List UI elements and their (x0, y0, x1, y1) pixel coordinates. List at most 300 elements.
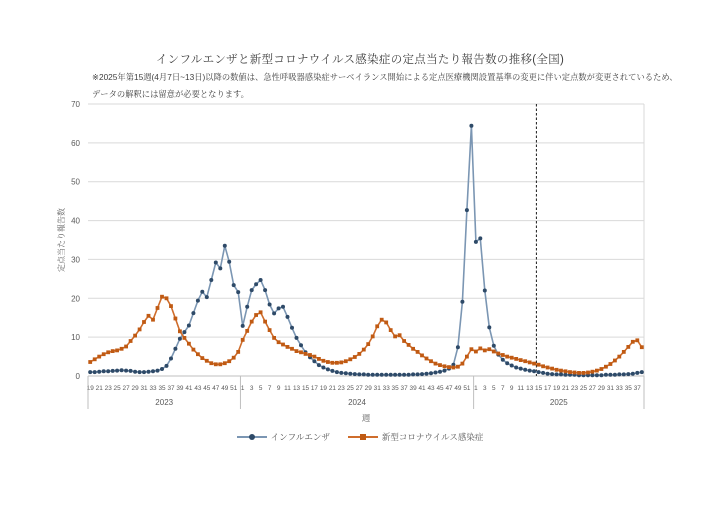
influenza-data-point (532, 369, 536, 373)
x-tick-label: 23 (337, 385, 345, 392)
influenza-data-point (138, 370, 142, 374)
x-tick-label: 11 (517, 385, 525, 392)
x-tick-label: 13 (292, 385, 301, 392)
covid-data-point (138, 328, 142, 332)
x-tick-label: 47 (445, 385, 453, 392)
covid-data-point (88, 360, 92, 364)
covid-data-point (348, 357, 352, 361)
x-tick-label: 31 (140, 385, 148, 392)
legend (0, 431, 720, 443)
influenza-data-point (124, 369, 128, 373)
x-tick-label: 21 (328, 385, 336, 392)
influenza-data-point (254, 282, 258, 286)
covid-data-point (398, 333, 402, 337)
covid-data-point (174, 317, 178, 321)
influenza-data-point (102, 369, 106, 373)
x-tick-label: 43 (194, 385, 202, 392)
covid-data-point (537, 363, 541, 367)
x-tick-label: 17 (544, 385, 552, 392)
covid-data-point (600, 367, 604, 371)
influenza-data-point (223, 244, 227, 248)
influenza-data-point (97, 370, 101, 374)
x-tick-label: 21 (95, 385, 103, 392)
covid-data-point (290, 347, 294, 351)
covid-data-point (523, 359, 527, 363)
x-tick-label: 29 (597, 385, 605, 392)
influenza-data-point (151, 369, 155, 373)
covid-data-point (339, 361, 343, 365)
influenza-data-point (263, 288, 267, 292)
influenza-data-point (559, 372, 563, 376)
covid-data-point (501, 353, 505, 357)
x-tick-label: 29 (364, 385, 372, 392)
covid-data-point (559, 369, 563, 373)
x-tick-label: 45 (436, 385, 444, 392)
influenza-legend-dot (249, 434, 255, 440)
x-tick-label: 1 (474, 385, 478, 392)
x-tick-label: 19 (319, 385, 327, 392)
covid-data-point (550, 367, 554, 371)
covid-data-point (474, 350, 478, 354)
year-label: 2023 (155, 398, 174, 407)
influenza-data-point (362, 372, 366, 376)
x-tick-label: 23 (104, 385, 112, 392)
influenza-data-point (111, 369, 115, 373)
covid-data-point (505, 355, 509, 359)
influenza-data-point (434, 371, 438, 375)
x-tick-label: 49 (454, 385, 462, 392)
covid-data-point (304, 352, 308, 356)
covid-data-point (465, 355, 469, 359)
x-tick-label: 3 (249, 385, 254, 392)
x-tick-label: 19 (86, 385, 94, 392)
footnote-line-1: ※2025年第15週(4月7日~13日)以降の数値は、急性呼吸器感染症サーベイランス開始による定点医療機関設置基準の変更に伴い定点数が変更されているため、 (92, 72, 678, 82)
influenza-data-point (232, 283, 236, 287)
covid-data-point (335, 361, 339, 365)
influenza-data-point (330, 369, 334, 373)
influenza-data-point (492, 344, 496, 348)
covid-data-point (609, 362, 613, 366)
y-tick-label: 20 (71, 294, 80, 304)
influenza-data-point (156, 369, 160, 373)
influenza-data-point (622, 372, 626, 376)
covid-data-point (241, 338, 245, 342)
influenza-data-point (541, 371, 545, 375)
influenza-data-point (165, 364, 169, 368)
influenza-data-point (478, 236, 482, 240)
influenza-data-point (626, 372, 630, 376)
influenza-data-point (281, 305, 285, 309)
covid-data-point (93, 357, 97, 361)
x-tick-label: 37 (633, 385, 641, 392)
influenza-data-point (268, 303, 272, 307)
x-tick-label: 33 (615, 385, 623, 392)
legend-item-influenza (237, 431, 330, 443)
influenza-data-point (241, 324, 245, 328)
covid-data-point (218, 362, 222, 366)
covid-data-point (555, 368, 559, 372)
covid-data-point (353, 355, 357, 359)
covid-data-point (209, 361, 213, 365)
x-tick-label: 25 (346, 385, 354, 392)
x-tick-label: 51 (230, 385, 238, 392)
influenza-data-point (380, 373, 384, 377)
covid-data-point (223, 361, 227, 365)
covid-legend-square (360, 434, 365, 439)
covid-data-point (514, 357, 518, 361)
x-tick-label: 15 (535, 385, 543, 392)
influenza-data-point (487, 325, 491, 329)
covid-data-point (568, 370, 572, 374)
covid-data-point (573, 371, 577, 375)
influenza-data-point (335, 370, 339, 374)
x-tick-label: 39 (409, 385, 417, 392)
influenza-data-point (178, 337, 182, 341)
y-tick-label: 50 (71, 177, 80, 187)
covid-data-point (236, 350, 240, 354)
influenza-data-point (339, 371, 343, 375)
x-tick-label: 51 (463, 385, 471, 392)
influenza-data-point (411, 372, 415, 376)
influenza-data-point (147, 370, 151, 374)
covid-data-point (250, 320, 254, 324)
covid-data-point (133, 334, 137, 338)
covid-data-point (478, 347, 482, 351)
influenza-data-point (173, 347, 177, 351)
covid-data-point (151, 318, 155, 322)
covid-data-point (577, 371, 581, 375)
x-tick-label: 9 (276, 385, 281, 392)
legend-label-influenza: インフルエンザ (270, 432, 330, 442)
covid-data-point (622, 350, 626, 354)
influenza-data-point (393, 373, 397, 377)
x-tick-label: 35 (158, 385, 166, 392)
influenza-data-point (120, 368, 124, 372)
covid-data-point (470, 347, 474, 351)
influenza-data-point (357, 372, 361, 376)
x-tick-label: 21 (561, 385, 570, 392)
covid-data-point (129, 339, 133, 343)
x-tick-label: 27 (355, 385, 363, 392)
x-tick-label: 29 (131, 385, 139, 392)
x-tick-label: 7 (501, 385, 505, 392)
covid-data-point (120, 347, 124, 351)
covid-data-point (254, 313, 258, 317)
covid-data-point (277, 340, 281, 344)
influenza-data-point (460, 300, 464, 304)
covid-data-point (331, 361, 335, 365)
covid-data-point (604, 365, 608, 369)
covid-data-point (582, 371, 586, 375)
x-tick-label: 23 (570, 385, 579, 392)
covid-data-point (626, 345, 630, 349)
covid-data-point (263, 320, 267, 324)
covid-data-point (245, 329, 249, 333)
influenza-data-point (326, 367, 330, 371)
influenza-line-dot-icon (237, 433, 267, 441)
covid-data-point (393, 335, 397, 339)
covid-data-point (322, 359, 326, 363)
influenza-data-point (555, 372, 559, 376)
influenza-data-point (474, 240, 478, 244)
influenza-data-point (214, 261, 218, 265)
x-tick-label: 41 (185, 385, 193, 392)
covid-data-point (375, 324, 379, 328)
influenza-data-point (312, 359, 316, 363)
influenza-data-point (425, 372, 429, 376)
influenza-data-point (106, 369, 110, 373)
x-tick-label: 47 (212, 385, 220, 392)
influenza-data-point (550, 372, 554, 376)
year-label: 2024 (348, 398, 366, 407)
covid-data-point (124, 345, 128, 349)
covid-data-point (487, 347, 491, 351)
covid-data-point (362, 348, 366, 352)
covid-data-point (97, 355, 101, 359)
footnote-line-2: データの解釈には留意が必要となります。 (92, 89, 249, 99)
influenza-data-point (510, 364, 514, 368)
covid-data-point (461, 362, 465, 366)
influenza-data-point (295, 336, 299, 340)
covid-data-point (613, 359, 617, 363)
influenza-data-point (321, 366, 325, 370)
covid-data-point (483, 349, 487, 353)
covid-data-point (165, 296, 169, 300)
x-tick-label: 45 (203, 385, 211, 392)
covid-data-point (147, 314, 151, 318)
covid-data-point (586, 371, 590, 375)
x-axis-title: 週 (361, 413, 371, 423)
influenza-data-point (398, 373, 402, 377)
influenza-data-point (142, 370, 146, 374)
covid-data-point (434, 362, 438, 366)
covid-data-point (443, 364, 447, 368)
covid-data-point (546, 366, 550, 370)
covid-data-point (528, 361, 532, 365)
influenza-data-point (505, 361, 509, 365)
influenza-data-point (590, 373, 594, 377)
covid-data-point (425, 357, 429, 361)
covid-data-point (232, 356, 236, 360)
influenza-data-point (599, 373, 603, 377)
influenza-data-point (617, 372, 621, 376)
covid-data-point (519, 358, 523, 362)
covid-data-point (192, 348, 196, 352)
x-tick-label: 7 (267, 385, 272, 392)
influenza-data-point (501, 358, 505, 362)
x-tick-label: 3 (483, 385, 487, 392)
x-tick-label: 33 (382, 385, 390, 392)
influenza-data-point (608, 373, 612, 377)
influenza-data-point (115, 369, 119, 373)
covid-data-point (541, 364, 545, 368)
influenza-data-point (420, 372, 424, 376)
y-tick-label: 30 (71, 255, 80, 265)
influenza-data-point (344, 371, 348, 375)
influenza-data-point (402, 373, 406, 377)
covid-data-point (160, 295, 164, 299)
covid-data-point (259, 310, 263, 314)
covid-data-point (416, 350, 420, 354)
influenza-data-point (528, 369, 532, 373)
y-tick-label: 0 (75, 372, 80, 381)
x-tick-label: 13 (526, 385, 534, 392)
x-tick-label: 11 (284, 385, 291, 392)
covid-data-point (635, 338, 639, 342)
covid-data-point (106, 350, 110, 354)
influenza-data-point (456, 345, 460, 349)
influenza-data-point (93, 370, 97, 374)
influenza-data-point (438, 370, 442, 374)
y-tick-label: 40 (71, 216, 80, 226)
influenza-data-point (375, 373, 379, 377)
covid-data-point (200, 356, 204, 360)
y-axis-title: 定点当たり報告数 (57, 208, 66, 272)
covid-data-point (640, 345, 644, 349)
covid-data-point (532, 362, 536, 366)
influenza-line (90, 126, 642, 375)
year-label: 2025 (549, 398, 568, 407)
legend-item-covid (348, 431, 484, 443)
influenza-data-point (196, 299, 200, 303)
influenza-data-point (537, 370, 541, 374)
covid-data-point (617, 355, 621, 359)
covid-data-point (317, 357, 321, 361)
legend-label-covid: 新型コロナウイルス感染症 (381, 432, 484, 442)
covid-data-point (496, 352, 500, 356)
covid-data-point (357, 352, 361, 356)
influenza-data-point (366, 373, 370, 377)
influenza-data-point (519, 367, 523, 371)
covid-line-square-icon (348, 433, 378, 441)
influenza-data-point (290, 326, 294, 330)
covid-data-point (183, 336, 187, 340)
influenza-data-point (236, 290, 240, 294)
covid-data-point (564, 369, 568, 373)
influenza-data-point (88, 370, 92, 374)
influenza-data-point (348, 372, 352, 376)
y-tick-label: 70 (71, 100, 80, 109)
covid-data-point (371, 335, 375, 339)
y-tick-label: 10 (71, 333, 80, 343)
x-tick-label: 27 (588, 385, 596, 392)
covid-data-point (380, 318, 384, 322)
covid-data-point (111, 349, 115, 353)
influenza-data-point (595, 373, 599, 377)
covid-data-point (169, 304, 173, 308)
covid-data-point (178, 329, 182, 333)
covid-data-point (407, 343, 411, 347)
x-tick-label: 35 (624, 385, 632, 392)
influenza-data-point (245, 305, 249, 309)
influenza-data-point (389, 373, 393, 377)
covid-data-point (384, 321, 388, 325)
x-tick-label: 25 (579, 385, 588, 392)
influenza-data-point (523, 368, 527, 372)
influenza-data-point (483, 289, 487, 293)
influenza-data-point (169, 357, 173, 361)
covid-data-point (492, 350, 496, 354)
influenza-data-point (640, 370, 644, 374)
covid-data-point (187, 342, 191, 346)
y-tick-label: 60 (71, 138, 80, 148)
x-tick-label: 37 (167, 385, 175, 392)
x-tick-label: 49 (221, 385, 229, 392)
influenza-data-point (407, 373, 411, 377)
influenza-data-point (205, 295, 209, 299)
covid-data-point (214, 362, 218, 366)
covid-data-point (227, 359, 231, 363)
influenza-data-point (631, 372, 635, 376)
covid-data-point (115, 349, 119, 353)
covid-data-point (102, 352, 106, 356)
covid-data-point (591, 370, 595, 374)
influenza-data-point (187, 324, 191, 328)
influenza-data-point (250, 288, 254, 292)
covid-data-point (366, 342, 370, 346)
influenza-data-point (209, 278, 213, 282)
x-tick-label: 1 (240, 385, 245, 392)
influenza-data-point (384, 373, 388, 377)
x-tick-label: 31 (606, 385, 614, 392)
page-title: インフルエンザと新型コロナウイルス感染症の定点当たり報告数の推移(全国) (155, 54, 565, 66)
covid-data-point (281, 343, 285, 347)
influenza-data-point (133, 370, 137, 374)
covid-data-point (205, 359, 209, 363)
x-tick-label: 27 (122, 385, 130, 392)
x-tick-label: 41 (418, 385, 426, 392)
covid-data-point (299, 350, 303, 354)
x-tick-label: 17 (310, 385, 318, 392)
x-tick-label: 19 (553, 385, 561, 392)
covid-data-point (402, 339, 406, 343)
covid-data-point (142, 320, 146, 324)
covid-data-point (308, 353, 312, 357)
covid-data-point (595, 369, 599, 373)
covid-data-point (429, 359, 433, 363)
influenza-data-point (200, 290, 204, 294)
influenza-data-point (613, 373, 617, 377)
covid-data-point (411, 347, 415, 351)
influenza-data-point (182, 330, 186, 334)
influenza-data-point (259, 278, 263, 282)
covid-data-point (389, 328, 393, 332)
covid-data-point (286, 345, 290, 349)
covid-data-point (313, 355, 317, 359)
influenza-data-point (191, 311, 195, 315)
x-tick-label: 15 (301, 385, 310, 392)
covid-line (90, 297, 642, 373)
x-tick-label: 37 (400, 385, 408, 392)
x-tick-label: 5 (492, 385, 496, 392)
x-tick-label: 25 (113, 385, 121, 392)
influenza-data-point (443, 369, 447, 373)
covid-data-point (344, 359, 348, 363)
covid-data-point (452, 366, 456, 370)
covid-data-point (196, 352, 200, 356)
covid-data-point (447, 365, 451, 369)
influenza-data-point (371, 373, 375, 377)
covid-data-point (156, 306, 160, 310)
influenza-data-point (465, 208, 469, 212)
influenza-data-point (317, 363, 321, 367)
influenza-data-point (514, 366, 518, 370)
covid-data-point (438, 363, 442, 367)
x-tick-label: 5 (258, 385, 263, 392)
x-tick-label: 9 (509, 385, 514, 392)
influenza-data-point (286, 315, 290, 319)
x-tick-label: 35 (391, 385, 399, 392)
